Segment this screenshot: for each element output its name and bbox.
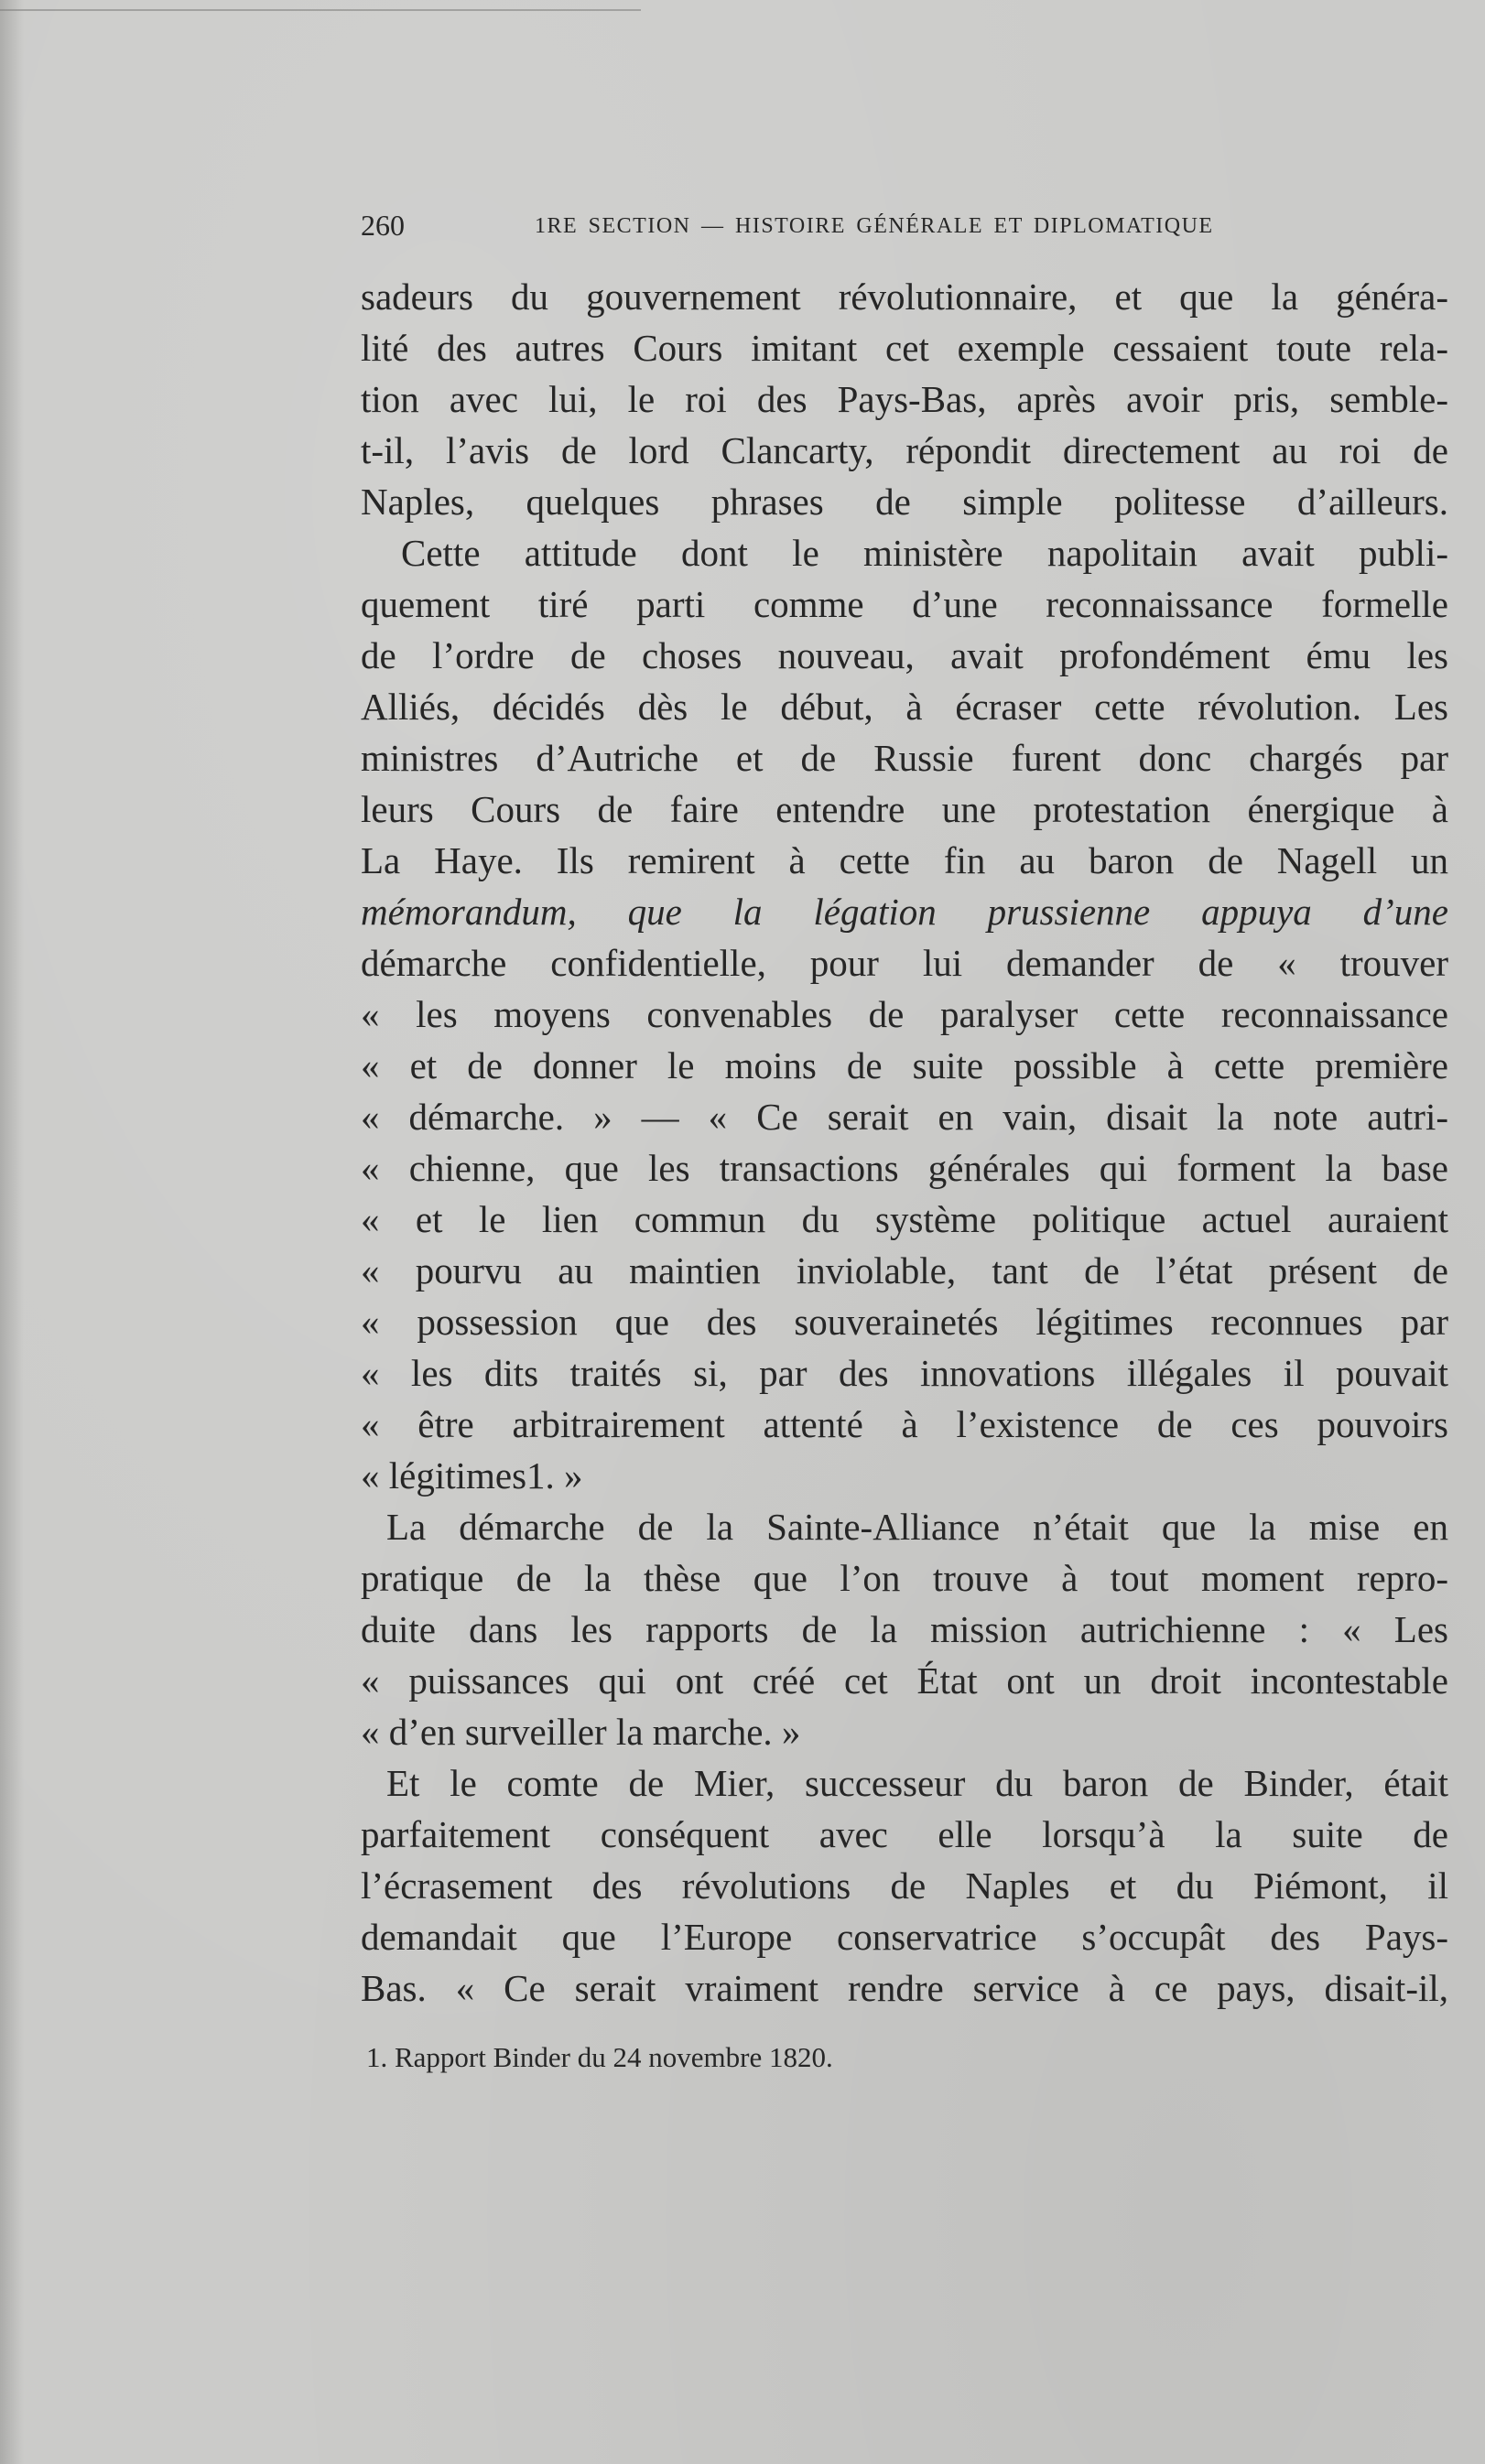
text-line: Bas. « Ce serait vraiment rendre service à ce pays, disait-il, — [361, 1967, 1448, 2009]
text-line: « et de donner le moins de suite possible à cette première — [361, 1044, 1448, 1086]
text-line: parfaitement conséquent avec elle lorsqu’à la suite de — [361, 1813, 1448, 1855]
text-line: « et le lien commun du système politique actuel auraient — [361, 1198, 1448, 1240]
text-line: sadeurs du gouvernement révolutionnaire, et que la généra- — [361, 276, 1448, 318]
text-line: Cette attitude dont le ministère napolitain avait publi- — [401, 532, 1448, 574]
text-line: démarche confidentielle, pour lui demander de « trouver — [361, 942, 1448, 984]
text-line: « pourvu au maintien inviolable, tant de l’état présent de — [361, 1249, 1448, 1291]
top-edge-rule — [0, 9, 641, 11]
footnote: 1. Rapport Binder du 24 novembre 1820. — [366, 2041, 833, 2073]
text-line: t-il, l’avis de lord Clancarty, répondit directement au roi de — [361, 429, 1448, 471]
text-line: La Haye. Ils remirent à cette fin au baron de Nagell un — [361, 839, 1448, 881]
text-line: demandait que l’Europe conservatrice s’occupât des Pays- — [361, 1916, 1448, 1958]
text-line: « puissances qui ont créé cet État ont un droit incontestable — [361, 1659, 1448, 1702]
text-line: lité des autres Cours imitant cet exemple cessaient toute rela- — [361, 327, 1448, 369]
text-line: Naples, quelques phrases de simple politesse d’ailleurs. — [361, 481, 1448, 523]
binding-shadow — [0, 0, 24, 2464]
text-line: pratique de la thèse que l’on trouve à tout moment repro- — [361, 1557, 1448, 1599]
text-line: leurs Cours de faire entendre une protestation énergique à — [361, 788, 1448, 830]
text-line: « les dits traités si, par des innovations illégales il pouvait — [361, 1352, 1448, 1394]
running-head — [361, 209, 1291, 245]
text-line: « démarche. » — « Ce serait en vain, disait la note autri- — [361, 1096, 1448, 1138]
text-line: La démarche de la Sainte-Alliance n’était que la mise en — [386, 1506, 1448, 1548]
text-line: tion avec lui, le roi des Pays-Bas, après avoir pris, semble- — [361, 378, 1448, 420]
text-line: « légitimes1. » — [361, 1454, 583, 1497]
text-line: mémorandum, que la légation prussienne appuya d’une — [361, 891, 1448, 933]
text-line: de l’ordre de choses nouveau, avait profondément ému les — [361, 634, 1448, 676]
text-line: ministres d’Autriche et de Russie furent donc chargés par — [361, 737, 1448, 779]
text-line: duite dans les rapports de la mission autrichienne : « Les — [361, 1608, 1448, 1650]
text-line: « chienne, que les transactions générales qui forment la base — [361, 1147, 1448, 1189]
text-line: Et le comte de Mier, successeur du baron de Binder, était — [386, 1762, 1448, 1804]
text-line: « être arbitrairement attenté à l’existence de ces pouvoirs — [361, 1403, 1448, 1445]
text-line: « les moyens convenables de paralyser cette reconnaissance — [361, 993, 1448, 1035]
text-line: « possession que des souverainetés légitimes reconnues par — [361, 1301, 1448, 1343]
page-number: 260 — [361, 209, 405, 242]
text-line: quement tiré parti comme d’une reconnaissance formelle — [361, 583, 1448, 625]
text-line: Alliés, décidés dès le début, à écraser cette révolution. Les — [361, 686, 1448, 728]
text-line: l’écrasement des révolutions de Naples et du Piémont, il — [361, 1864, 1448, 1907]
running-head-title: 1RE SECTION — HISTOIRE GÉNÉRALE ET DIPLOMATIQUE — [535, 214, 1214, 238]
body-text — [361, 271, 1448, 2014]
text-line: « d’en surveiller la marche. » — [361, 1711, 801, 1753]
